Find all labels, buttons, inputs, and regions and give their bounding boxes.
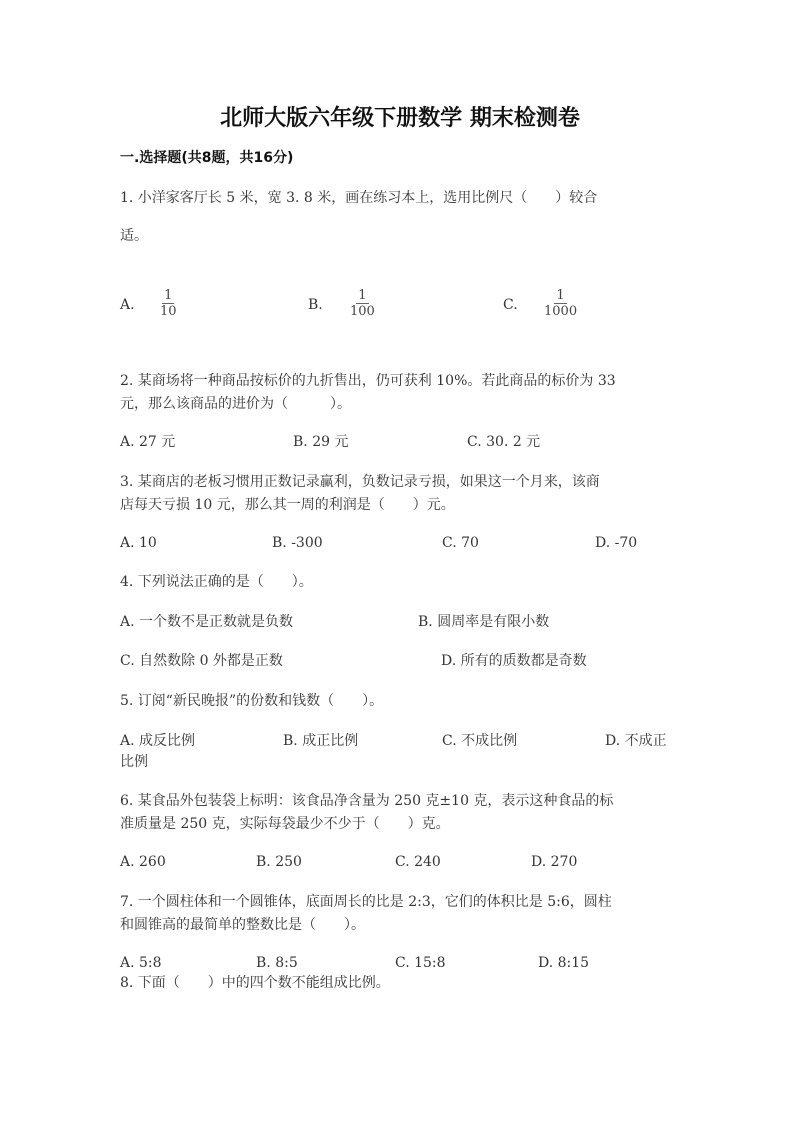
q3-option-b: B. -300	[272, 535, 323, 551]
q5-option-b: B. 成正比例	[283, 733, 359, 749]
q3-option-c: C. 70	[442, 535, 479, 551]
question-2-line-1: 2. 某商场将一种商品按标价的九折售出，仍可获利 10%。若此商品的标价为 33	[120, 373, 616, 389]
question-7-line-2: 和圆锥高的最简单的整数比是（ ）。	[120, 917, 365, 933]
q4-option-a: A. 一个数不是正数就是负数	[120, 614, 294, 630]
q6-option-b: B. 250	[256, 854, 302, 870]
question-2-line-2: 元，那么该商品的进价为（ ）。	[120, 396, 351, 412]
q5-option-c: C. 不成比例	[442, 733, 518, 749]
q1-option-c-label: C.	[503, 297, 518, 313]
q4-option-b: B. 圆周率是有限小数	[418, 614, 550, 630]
q3-option-a: A. 10	[120, 535, 157, 551]
q2-option-c: C. 30. 2 元	[467, 434, 541, 450]
numerator: 1	[164, 288, 173, 303]
q1-option-b-fraction	[350, 288, 375, 319]
q7-option-b: B. 8:5	[256, 955, 298, 971]
page-title: 北师大版六年级下册数学 期末检测卷	[220, 106, 580, 131]
question-3-line-1: 3. 某商店的老板习惯用正数记录赢利，负数记录亏损，如果这一个月来，该商	[120, 474, 600, 490]
q7-option-c: C. 15:8	[395, 955, 446, 971]
numerator: 1	[358, 288, 367, 303]
q1-option-a-fraction	[160, 288, 177, 319]
q4-option-d: D. 所有的质数都是奇数	[441, 653, 587, 669]
question-1-line-1: 1. 小洋家客厅长 5 米，宽 3. 8 米，画在练习本上，选用比例尺（ ）较合	[120, 190, 598, 206]
q6-option-c: C. 240	[395, 854, 441, 870]
question-6-line-2: 准质量是 250 克，实际每袋最少不少于（ ）克。	[120, 816, 450, 832]
q5-option-a: A. 成反比例	[120, 733, 196, 749]
q4-option-c: C. 自然数除 0 外都是正数	[120, 653, 283, 669]
numerator: 1	[556, 288, 565, 303]
q5-option-d: D. 不成正	[605, 733, 667, 749]
q7-option-a: A. 5:8	[120, 955, 162, 971]
question-6-line-1: 6. 某食品外包装袋上标明：该食品净含量为 250 克±10 克，表示这种食品的标	[120, 793, 614, 809]
section-heading: 一.选择题(共8题，共16分)	[120, 150, 294, 166]
question-1-line-2: 适。	[120, 228, 148, 244]
q3-option-d: D. -70	[595, 535, 638, 551]
denominator: 100	[350, 304, 375, 319]
q6-option-d: D. 270	[531, 854, 578, 870]
q1-option-a-label: A.	[120, 297, 135, 313]
q6-option-a: A. 260	[120, 854, 166, 870]
q2-option-b: B. 29 元	[293, 434, 349, 450]
question-4-line-1: 4. 下列说法正确的是（ ）。	[120, 574, 313, 590]
denominator: 10	[160, 304, 177, 319]
q5-option-d-wrap: 比例	[120, 754, 148, 770]
q2-option-a: A. 27 元	[120, 434, 176, 450]
question-8-line-1: 8. 下面（ ）中的四个数不能组成比例。	[120, 975, 390, 991]
question-7-line-1: 7. 一个圆柱体和一个圆锥体，底面周长的比是 2:3，它们的体积比是 5:6，圆柱	[120, 894, 612, 910]
q7-option-d: D. 8:15	[538, 955, 590, 971]
q1-option-b-label: B.	[308, 297, 323, 313]
q1-option-c-fraction	[544, 288, 577, 319]
denominator: 1000	[544, 304, 578, 319]
question-5-line-1: 5. 订阅“新民晚报”的份数和钱数（ ）。	[120, 693, 384, 709]
question-3-line-2: 店每天亏损 10 元，那么其一周的利润是（ ）元。	[120, 497, 455, 513]
